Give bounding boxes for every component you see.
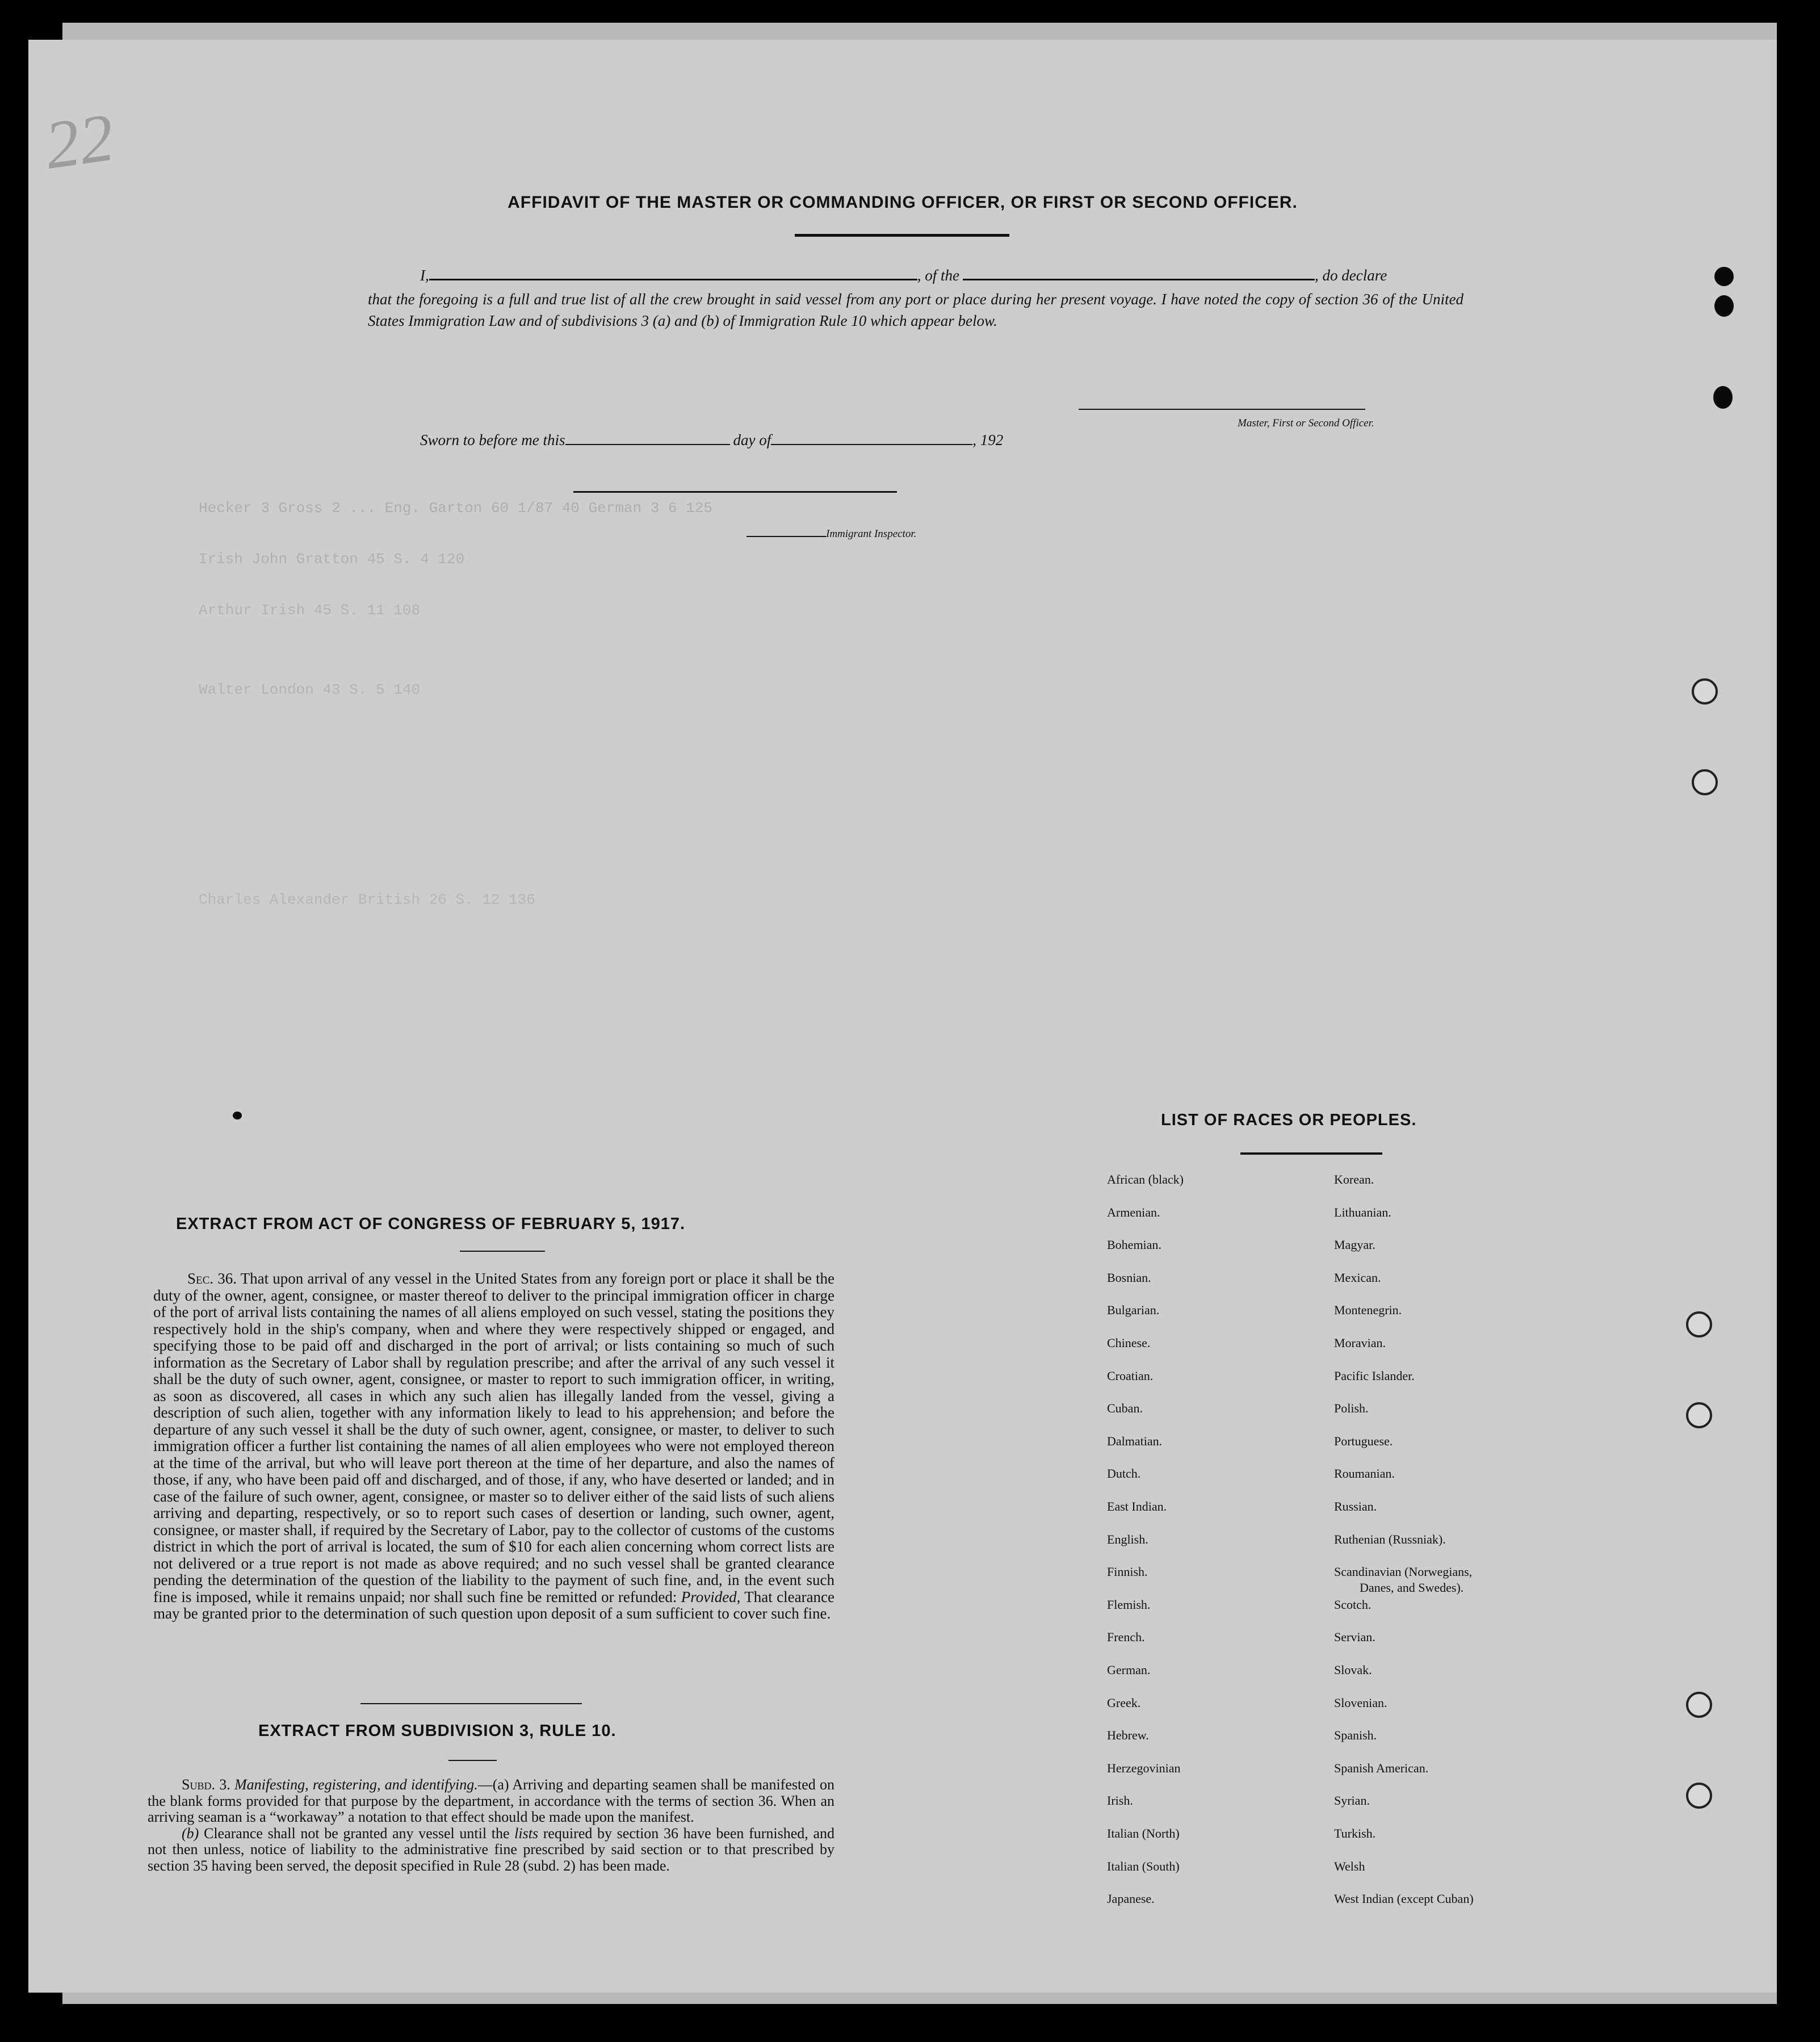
rule-title: EXTRACT FROM SUBDIVISION 3, RULE 10.	[258, 1722, 617, 1740]
declaration-i: I,	[420, 267, 429, 284]
act-provided: Provided,	[681, 1588, 741, 1605]
race-item: Bulgarian.	[1107, 1303, 1160, 1318]
race-item: Korean.	[1334, 1172, 1374, 1186]
bleed-through: Arthur Irish 45 S. 11 108	[199, 602, 421, 619]
document-page	[28, 40, 1777, 1993]
race-item: Bosnian.	[1107, 1270, 1151, 1285]
margin-mark: 22	[40, 99, 119, 183]
race-item: Mexican.	[1334, 1270, 1381, 1285]
bleed-through: Irish John Gratton 45 S. 4 120	[199, 551, 465, 568]
races-title: LIST OF RACES OR PEOPLES.	[1161, 1111, 1417, 1129]
affidavit-title: AFFIDAVIT OF THE MASTER OR COMMANDING OFFICER, OR FIRST OR SECOND OFFICER.	[508, 193, 1298, 212]
inspector-signature-line[interactable]	[573, 491, 897, 493]
race-item: Magyar.	[1334, 1238, 1376, 1252]
race-item: Greek.	[1107, 1695, 1141, 1710]
act-title-rule	[460, 1251, 545, 1252]
punch-hole	[1692, 678, 1718, 705]
inspector-name-field[interactable]	[747, 536, 826, 537]
rule-a-text: —(a) Arriving and departing seamen shall be manifested on the blank forms provided for that purpose by the department, in accordance with the terms of section 36. When an arriving seaman is a “workaway” a notation to that effect should be made upon the manifest.	[148, 1776, 834, 1825]
declarant-name-field[interactable]	[429, 279, 917, 280]
act-sec-label: Sec. 36.	[187, 1270, 237, 1287]
race-item: Montenegrin.	[1334, 1303, 1402, 1318]
race-item: Slovenian.	[1334, 1695, 1387, 1710]
race-item: Ruthenian (Russniak).	[1334, 1532, 1446, 1546]
inspector-caption-text: Immigrant Inspector.	[826, 528, 917, 540]
race-item: Slovak.	[1334, 1663, 1372, 1677]
sworn-year: , 192	[972, 431, 1004, 448]
race-item: Pacific Islander.	[1334, 1368, 1415, 1383]
race-item: Italian (North)	[1107, 1826, 1180, 1840]
race-item: West Indian (except Cuban)	[1334, 1892, 1474, 1906]
race-item: Spanish.	[1334, 1728, 1377, 1743]
race-item: Italian (South)	[1107, 1859, 1180, 1873]
declaration-body: that the foregoing is a full and true list of all the crew brought in said vessel from any port or place during her present voyage. I have noted the copy of section 36 of the United States Immigration Law and of subdivisions 3 (a) and (b) of Immigration Rule 10 which appear below.	[368, 291, 1463, 329]
rule-b-lists: lists	[514, 1825, 539, 1842]
master-signature-line[interactable]	[1079, 409, 1365, 410]
race-item: Portuguese.	[1334, 1433, 1393, 1448]
act-body-end: That clearance may be granted prior to the determination of such question upon deposit of a sum sufficient to cover such fine.	[153, 1588, 835, 1622]
race-item: Flemish.	[1107, 1597, 1151, 1612]
race-item: Cuban.	[1107, 1401, 1143, 1416]
race-item: Chinese.	[1107, 1336, 1151, 1350]
bleed-through: Walter London 43 S. 5 140	[199, 681, 421, 698]
rule-b-text-1: Clearance shall not be granted any vessel until the	[203, 1825, 510, 1842]
act-body: That upon arrival of any vessel in the United States from any foreign port or place it shall be the duty of the owner, agent, consignee, or master thereof to deliver to the principal immigration officer in charge of the port of arrival lists containing the names of all aliens employed on such vessel, stating the positions they respectively hold in the ship's company, when and where they were respectively shipped or engaged, and specifying those to be paid off and discharged in the port of arrival; or lists containing so much of such information as the Secretary of Labor shall by regulation prescribe; and after the arrival of any such vessel it shall be the duty of such owner, agent, consignee, or master to report to such immigration officer, in writing, as soon as discovered, all cases in which any such alien has illegally landed from the vessel, giving a description of such alien, together with any information likely to lead to his apprehension; and before the departure of any such vessel it shall be the duty of such owner, agent, consignee, or master, to deliver to such immigration officer a further list containing the names of all alien employees who were not employed thereon at the time of the arrival, but who will leave port thereon at the time of her departure, and also the names of those, if any, who have been paid off and discharged, and of those, if any, who have deserted or landed; and in case of the failure of such owner, agent, consignee, or master so to deliver either of the said lists of such aliens arriving and departing, respectively, or so to report such cases of desertion or landing, such owner, agent, consignee, or master shall, if required by the Secretary of Labor, pay to the collector of customs of the customs district in which the port of arrival is located, the sum of $10 for each alien concerning whom correct lists are not delivered or a true report is not made as above required; and no such vessel shall be granted clearance pending the determination of the question of the liability to the payment of such fine, and, in the event such fine is imposed, while it remains unpaid; nor shall such fine be remitted or refunded:	[153, 1270, 835, 1605]
inspector-caption	[747, 528, 916, 540]
rule-subd-heading: Manifesting, registering, and identifying.	[234, 1776, 478, 1793]
race-item: Servian.	[1334, 1630, 1376, 1645]
rule-title-rule	[448, 1760, 497, 1761]
master-caption: Master, First or Second Officer.	[1238, 417, 1374, 429]
race-item: Welsh	[1334, 1859, 1365, 1873]
punch-hole	[1692, 769, 1718, 795]
punch-hole	[1714, 295, 1734, 317]
sworn-prefix: Sworn to before me this	[420, 431, 565, 448]
race-item: Armenian.	[1107, 1205, 1160, 1219]
race-item: Bohemian.	[1107, 1238, 1161, 1252]
race-item: Roumanian.	[1334, 1466, 1395, 1481]
sworn-month-field[interactable]	[771, 444, 972, 445]
race-item: Dalmatian.	[1107, 1433, 1163, 1448]
race-item: Scotch.	[1334, 1597, 1372, 1612]
race-item: English.	[1107, 1532, 1148, 1546]
race-item: French.	[1107, 1630, 1145, 1645]
punch-hole	[1686, 1311, 1712, 1337]
punch-hole	[1714, 267, 1734, 286]
race-item: Scandinavian (Norwegians,	[1334, 1565, 1473, 1579]
race-item: Spanish American.	[1334, 1760, 1429, 1775]
declaration-of-the: , of the	[917, 267, 959, 284]
punch-hole	[1686, 1692, 1712, 1718]
rule-subd-label: Subd. 3.	[182, 1776, 230, 1793]
race-item: Finnish.	[1107, 1565, 1148, 1579]
race-item: Moravian.	[1334, 1336, 1386, 1350]
races-title-rule	[1240, 1152, 1382, 1155]
race-item: Syrian.	[1334, 1793, 1370, 1808]
bleed-through: Charles Alexander British 26 S. 12 136	[199, 891, 535, 908]
race-item: Danes, and Swedes).	[1360, 1580, 1464, 1595]
race-item: Polish.	[1334, 1401, 1369, 1416]
race-item: Herzegovinian	[1107, 1760, 1181, 1775]
rule-b-text-2: required by section 36 have been furnished, and not then unless, notice of liability to the administrative fine prescribed by said section or to that prescribed by section 35 having been served, the deposit specified in Rule 28 (subd. 2) has been made.	[148, 1825, 834, 1874]
ink-spot	[233, 1112, 242, 1119]
race-item: East Indian.	[1107, 1499, 1167, 1513]
race-item: Dutch.	[1107, 1466, 1141, 1481]
race-item: Irish.	[1107, 1793, 1133, 1808]
sworn-day-field[interactable]	[565, 444, 730, 445]
punch-hole	[1713, 386, 1733, 409]
race-item: Lithuanian.	[1334, 1205, 1391, 1219]
race-item: Hebrew.	[1107, 1728, 1149, 1743]
act-title: EXTRACT FROM ACT OF CONGRESS OF FEBRUARY 5, 1917.	[176, 1215, 686, 1233]
rule-b-label: (b)	[182, 1825, 199, 1842]
sworn-day-of: day of	[733, 431, 771, 448]
race-item: Turkish.	[1334, 1826, 1376, 1840]
race-item: German.	[1107, 1663, 1151, 1677]
declaration-do-declare: , do declare	[1315, 267, 1387, 284]
declaration-line	[420, 267, 1387, 284]
bleed-through: Hecker 3 Gross 2 ... Eng. Garton 60 1/87 40 German 3 6 125	[199, 500, 712, 517]
affidavit-title-rule	[795, 234, 1009, 237]
rule-text	[148, 1777, 834, 1874]
race-item: Croatian.	[1107, 1368, 1154, 1383]
sworn-line	[420, 431, 1003, 449]
race-item: Russian.	[1334, 1499, 1377, 1513]
race-item: African (black)	[1107, 1172, 1184, 1186]
punch-hole	[1686, 1783, 1712, 1809]
race-item: Japanese.	[1107, 1892, 1155, 1906]
act-text	[153, 1271, 834, 1622]
act-end-rule	[360, 1703, 582, 1704]
vessel-name-field[interactable]	[963, 279, 1315, 280]
punch-hole	[1686, 1402, 1712, 1428]
